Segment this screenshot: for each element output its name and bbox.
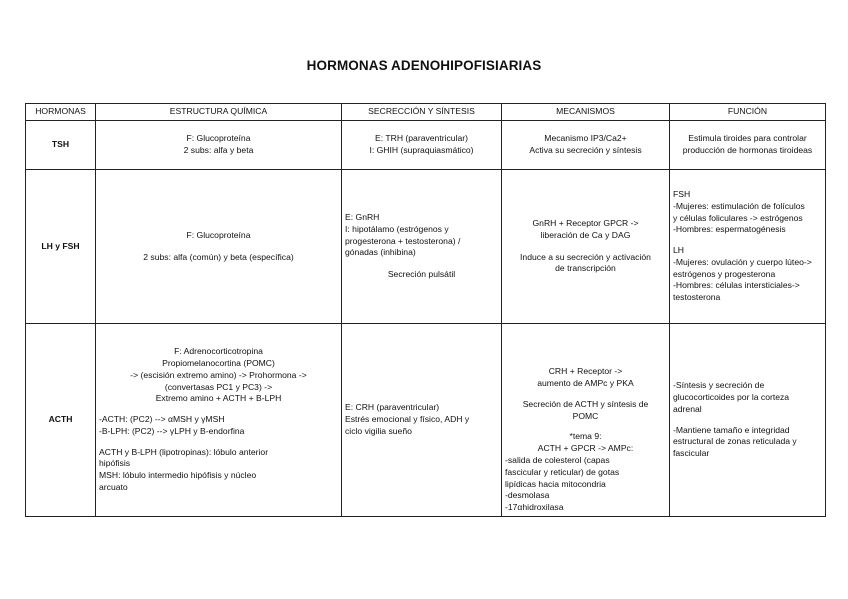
text-line: FSH — [673, 188, 691, 199]
text-line: 2 subs: alfa y beta — [183, 145, 254, 155]
cell-funcion — [670, 121, 826, 170]
cell-mecanismos — [502, 121, 670, 170]
text-line: gónadas (inhibina) — [345, 247, 416, 258]
cell-funcion — [670, 170, 826, 324]
text-line: Mecanismo IP3/Ca2+ — [544, 133, 627, 144]
text-line: -B-LPH: (PC2) --> γLPH y B-endorfina — [99, 425, 245, 436]
text-line: -17αhidroxilasa — [505, 502, 564, 513]
text-line: y células foliculares -> estrógenos — [673, 212, 803, 223]
header-funcion: FUNCIÓN — [670, 104, 826, 121]
text-line: E: TRH (paraventricular) — [375, 133, 468, 144]
text-line: CRH + Receptor -> — [548, 366, 623, 377]
text-line: E: CRH (paraventricular) — [345, 402, 440, 413]
text-line: ciclo vigilia sueño — [345, 425, 412, 436]
text-line: -ACTH: (PC2) --> αMSH y γMSH — [99, 414, 225, 425]
text-line: F: Adrenocorticotropina — [174, 346, 263, 357]
header-mecanismos: MECANISMOS — [502, 104, 670, 121]
text-line: adrenal — [673, 403, 702, 414]
cell-estructura — [96, 324, 342, 517]
text-line: -Mujeres: ovulación y cuerpo lúteo-> — [673, 256, 812, 267]
text-line: -Mujeres: estimulación de folículos — [673, 200, 805, 211]
header-hormonas: HORMONAS — [26, 104, 96, 121]
cell-mecanismos — [502, 324, 670, 517]
text-line: POMC — [572, 410, 599, 421]
text-line: producción de hormonas tiroideas — [682, 145, 813, 155]
text-line: LH — [673, 245, 684, 256]
text-line: Induce a su secreción y activación — [520, 251, 651, 262]
text-line: -Hombres: células intersticiales-> — [673, 280, 800, 291]
text-line: progesterona + testosterona) / — [345, 235, 461, 246]
text-line: Activa su secreción y síntesis — [529, 145, 642, 155]
hormone-name: ACTH — [26, 324, 96, 517]
hormone-name: LH y FSH — [26, 170, 96, 324]
text-line: -Síntesis y secreción de — [673, 380, 765, 391]
text-line: fascicular — [673, 448, 710, 459]
text-line: hipófisis — [99, 458, 131, 469]
text-line: ACTH + GPCR -> AMPc: — [537, 443, 634, 454]
text-line: -Mantiene tamaño e integridad — [673, 424, 790, 435]
text-line: testosterona — [673, 292, 721, 303]
text-line: 2 subs: alfa (común) y beta (específica) — [143, 251, 294, 262]
cell-secrecion — [342, 324, 502, 517]
text-line: arcuato — [99, 482, 128, 493]
text-line: F: Glucoproteína — [186, 133, 251, 144]
cell-estructura — [96, 121, 342, 170]
text-line: -desmolasa — [505, 490, 550, 501]
cell-secrecion — [342, 121, 502, 170]
text-line: estrógenos y progesterona — [673, 268, 776, 279]
cell-mecanismos — [502, 170, 670, 324]
text-line: liberación de Ca y DAG — [540, 229, 631, 240]
text-line: Secreción de ACTH y síntesis de — [522, 398, 649, 409]
text-line: Estrés emocional y físico, ADH y — [345, 414, 470, 425]
text-line: GnRH + Receptor GPCR -> — [532, 217, 639, 228]
header-estructura: ESTRUCTURA QUÍMICA — [96, 104, 342, 121]
text-line: ACTH y B-LPH (lipotropinas): lóbulo anterior — [99, 446, 269, 457]
text-line: Propiomelanocortina (POMC) — [162, 357, 275, 368]
text-line: -Hombres: espermatogénesis — [673, 224, 786, 235]
text-line: aumento de AMPc y PKA — [537, 378, 634, 389]
text-line: I: hipotálamo (estrógenos y — [345, 223, 449, 234]
text-line: glucocorticoides por la corteza — [673, 391, 790, 402]
text-line: MSH: lóbulo intermedio hipófisis y núcleo — [99, 470, 257, 481]
page-title: HORMONAS ADENOHIPOFISIARIAS — [306, 58, 542, 73]
text-line: estructural de zonas reticulada y — [673, 436, 797, 447]
text-line: de transcripción — [555, 263, 616, 274]
text-line: Estimula tiroides para controlar — [688, 133, 807, 144]
text-line: *tema 9: — [569, 431, 602, 442]
text-line: I: GHIH (supraquiasmático) — [369, 145, 474, 155]
text-line: Extremo amino + ACTH + B-LPH — [155, 393, 282, 404]
text-line: Secreción pulsátil — [387, 269, 456, 280]
table-row-lh-fsh — [26, 170, 826, 324]
table-header-row — [26, 104, 826, 121]
table-row-acth — [26, 324, 826, 517]
cell-estructura — [96, 170, 342, 324]
hormones-table — [25, 103, 826, 517]
table-row-tsh — [26, 121, 826, 170]
text-line: fascicular y reticular) de gotas — [505, 466, 620, 477]
text-line: E: GnRH — [345, 212, 380, 222]
cell-secrecion — [342, 170, 502, 324]
text-line: -> (escisión extremo amino) -> Prohormona -> — [130, 369, 307, 380]
cell-funcion — [670, 324, 826, 517]
header-secrecion: SECRECCIÓN Y SÍNTESIS — [342, 104, 502, 121]
text-line: -salida de colesterol (capas — [505, 455, 610, 466]
text-line: (convertasas PC1 y PC3) -> — [164, 381, 273, 392]
text-line: F: Glucoproteína — [186, 229, 251, 240]
text-line: lipídicas hacia mitocondria — [505, 478, 606, 489]
hormone-name: TSH — [26, 121, 96, 170]
